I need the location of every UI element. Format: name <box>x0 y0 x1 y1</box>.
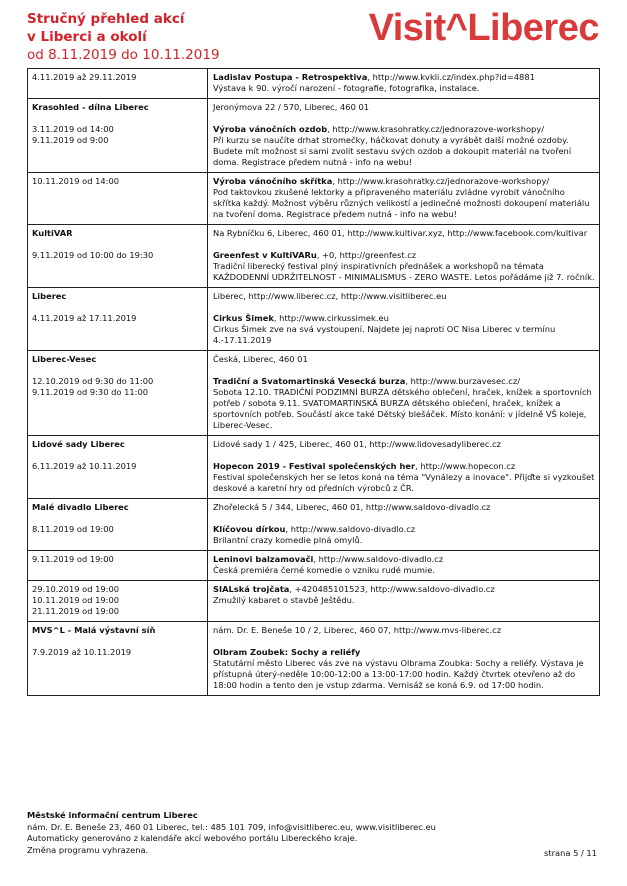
event-cell <box>208 173 599 224</box>
event-cell <box>208 436 599 498</box>
event-cell <box>208 581 599 621</box>
event-link[interactable]: , +420485101523, http://www.saldovo-divadlo.cz <box>289 584 495 594</box>
event-heading <box>213 313 595 324</box>
event-cell <box>208 99 599 172</box>
venue-name: KultiVAR <box>32 228 73 238</box>
page-number: strana 5 / 11 <box>544 848 597 858</box>
event-description: Brilantní crazy komedie plná omylů. <box>213 535 363 545</box>
event-heading <box>213 72 595 83</box>
event-link[interactable]: , http://www.hopecon.cz <box>415 461 516 471</box>
date-cell <box>28 351 208 435</box>
event-cell <box>208 69 599 98</box>
event-date: 3.11.2019 od 14:00 <box>32 124 114 134</box>
event-description: Zmužilý kabaret o stavbě Ještědu. <box>213 595 355 605</box>
event-description: Česká premiéra černé komedie o vzniku rudé mumie. <box>213 565 435 575</box>
event-cell <box>208 622 599 695</box>
event-link[interactable]: , +0, http://greenfest.cz <box>316 250 417 260</box>
visit-liberec-logo: Visit^Liberec <box>368 7 599 49</box>
footer-note: Změna programu vyhrazena. <box>27 844 149 855</box>
event-date: 9.11.2019 od 10:00 do 19:30 <box>32 250 154 260</box>
date-cell <box>28 581 208 621</box>
venue-address: Jeronýmova 22 / 570, Liberec, 460 01 <box>213 102 370 112</box>
event-date: 10.11.2019 od 14:00 <box>32 176 120 186</box>
date-cell <box>28 225 208 287</box>
venue-address: Lidové sady 1 / 425, Liberec, 460 01, http://www.lidovesadyliberec.cz <box>213 439 502 449</box>
venue-name: Lidové sady Liberec <box>32 439 125 449</box>
event-name: Tradiční a Svatomartinská Vesecká burza <box>213 376 406 386</box>
event-heading <box>213 647 595 658</box>
event-name: Cirkus Šimek <box>213 313 274 323</box>
event-name: Výroba vánočního skřítka <box>213 176 333 186</box>
event-date: 6.11.2019 až 10.11.2019 <box>32 461 137 471</box>
event-link[interactable]: , http://www.saldovo-divadlo.cz <box>313 554 444 564</box>
header-subtitle: v Liberci a okolí <box>27 29 147 45</box>
venue-address: nám. Dr. E. Beneše 10 / 2, Liberec, 460 07, http://www.mvs-liberec.cz <box>213 625 502 635</box>
event-heading <box>213 554 595 565</box>
event-heading <box>213 461 595 472</box>
event-date: 4.11.2019 až 17.11.2019 <box>32 313 137 323</box>
event-link[interactable]: , http://www.burzavesec.cz/ <box>405 376 521 386</box>
table-row <box>28 98 599 172</box>
event-description: Cirkus Šimek zve na svá vystoupení. Najdete jej naproti OC Nisa Liberec v termínu 4.-17.11.2019 <box>213 324 556 345</box>
event-name: Olbram Zoubek: Sochy a reliéfy <box>213 647 361 657</box>
event-date: 21.11.2019 od 19:00 <box>32 606 120 616</box>
date-cell <box>28 99 208 172</box>
venue-name: Malé divadlo Liberec <box>32 502 129 512</box>
event-heading <box>213 584 595 595</box>
table-row <box>28 172 599 224</box>
event-heading <box>213 250 595 261</box>
header-title-block <box>27 10 327 64</box>
table-row <box>28 287 599 350</box>
date-cell <box>28 173 208 224</box>
date-cell <box>28 622 208 695</box>
venue-name: Krasohled - dílna Liberec <box>32 102 149 112</box>
table-row <box>28 621 599 695</box>
event-heading <box>213 176 595 187</box>
event-description: Sobota 12.10. TRADIČNÍ PODZIMNÍ BURZA dětského oblečení, hraček, knížek a sportovních potřeb / sobota 9.11. SVATOMARTINSKÁ BURZA dětského oblečení, hraček, knížek a sportovních potřeb. Součástí akce také Dětský blešáček. Místo konání: v jídelně VŠ koleje, Liberec-Vesec. <box>213 387 592 430</box>
date-cell <box>28 436 208 498</box>
event-date: 9.11.2019 od 19:00 <box>32 554 114 564</box>
event-link[interactable]: , http://www.krasohratky.cz/jednorazove-workshopy/ <box>332 176 550 186</box>
table-row <box>28 224 599 287</box>
venue-address: Na Rybníčku 6, Liberec, 460 01, http://www.kultivar.xyz, http://www.facebook.com/kultivar <box>213 228 588 238</box>
event-heading <box>213 376 595 387</box>
event-cell <box>208 551 599 580</box>
footer-generated: Automaticky generováno z kalendáře akcí webového portálu Libereckého kraje. <box>27 833 358 843</box>
venue-name: Liberec <box>32 291 67 301</box>
events-table <box>27 68 600 696</box>
table-row <box>28 550 599 580</box>
footer <box>27 810 497 856</box>
event-cell <box>208 288 599 350</box>
table-row <box>28 435 599 498</box>
event-heading <box>213 124 595 135</box>
event-description: Festival společenských her se letos koná na téma "Vynálezy a inovace". Přijďte si vyzkoušet deskové a karetní hry od předních výrobců z ČR. <box>213 472 595 493</box>
table-row <box>28 69 599 98</box>
footer-org: Městské informační centrum Liberec <box>27 810 198 820</box>
event-link[interactable]: , http://www.krasohratky.cz/jednorazove-workshopy/ <box>327 124 545 134</box>
event-link[interactable]: , http://www.saldovo-divadlo.cz <box>285 524 416 534</box>
event-date: 12.10.2019 od 9:30 do 11:00 <box>32 376 154 386</box>
venue-address: Zhořelecká 5 / 344, Liberec, 460 01, http://www.saldovo-divadlo.cz <box>213 502 491 512</box>
event-name: Výroba vánočních ozdob <box>213 124 328 134</box>
event-cell <box>208 499 599 550</box>
table-row <box>28 580 599 621</box>
header-date-range: od 8.11.2019 do 10.11.2019 <box>27 47 220 63</box>
event-name: Klíčovou dírkou <box>213 524 286 534</box>
date-cell <box>28 551 208 580</box>
venue-name: Liberec-Vesec <box>32 354 97 364</box>
date-cell <box>28 288 208 350</box>
event-date: 4.11.2019 až 29.11.2019 <box>32 72 137 82</box>
date-cell <box>28 499 208 550</box>
event-name: Leninovi balzamovači <box>213 554 314 564</box>
date-cell <box>28 69 208 98</box>
event-cell <box>208 225 599 287</box>
table-row <box>28 350 599 435</box>
event-date: 29.10.2019 od 19:00 <box>32 584 120 594</box>
event-description: Pod taktovkou zkušené lektorky a připraveného materiálu zvládne vyrobit vánočního skřítka každý. Možnost výběru různých velikostí a jedinečné možnosti dokoupení materiálu na tvoření doma. Registrace předem nutná - info na webu! <box>213 187 590 219</box>
venue-address: Liberec, http://www.liberec.cz, http://www.visitliberec.eu <box>213 291 447 301</box>
event-name: Hopecon 2019 - Festival společenských her <box>213 461 416 471</box>
venue-name: MVS^L - Malá výstavní síň <box>32 625 156 635</box>
table-row <box>28 498 599 550</box>
event-link[interactable]: , http://www.kvkli.cz/index.php?id=4881 <box>367 72 535 82</box>
event-date: 8.11.2019 od 19:00 <box>32 524 114 534</box>
event-description: Statutární město Liberec vás zve na výstavu Olbrama Zoubka: Sochy a reliéfy. Výstava je přístupná úterý-neděle 10:00-12:00 a 13:00-17:00 hodin. Každý čtvrtek otevřeno až do 18:00 hodin a tento den je vstup zdarma. Vernisáž se koná 6.9. od 17:00 hodin. <box>213 658 584 690</box>
event-link[interactable]: , http://www.cirkussimek.eu <box>273 313 389 323</box>
event-name: Ladislav Postupa - Retrospektiva <box>213 72 368 82</box>
header-title: Stručný přehled akcí <box>27 11 185 27</box>
event-date: 7.9.2019 až 10.11.2019 <box>32 647 132 657</box>
event-date: 9.11.2019 od 9:30 do 11:00 <box>32 387 149 397</box>
event-name: SIALská trojčata <box>213 584 290 594</box>
event-heading <box>213 524 595 535</box>
event-description: Výstava k 90. výročí narození - fotografie, fotografika, instalace. <box>213 83 480 93</box>
venue-address: Česká, Liberec, 460 01 <box>213 354 308 364</box>
event-cell <box>208 351 599 435</box>
event-date: 10.11.2019 od 19:00 <box>32 595 120 605</box>
event-name: Greenfest v KultiVARu <box>213 250 317 260</box>
event-description: Při kurzu se naučíte drhat stromečky, háčkovat donuty a vyrábět další možné ozdoby. Budete mít možnost si sami zvolit sestavu svých ozdob a dokoupit materiál na tvoření doma. Registrace předem nutná - info na webu! <box>213 135 572 167</box>
event-date: 9.11.2019 od 9:00 <box>32 135 109 145</box>
footer-address: nám. Dr. E. Beneše 23, 460 01 Liberec, tel.: 485 101 709, info@visitliberec.eu, www.visitliberec.eu <box>27 821 436 832</box>
event-description: Tradiční liberecký festival plný inspirativních přednášek a workshopů na témata KAŽDODENNÍ UDRŽITELNOST - MINIMALISMUS - ZERO WASTE. Letos pořádáme již 7. ročník. <box>213 261 595 282</box>
